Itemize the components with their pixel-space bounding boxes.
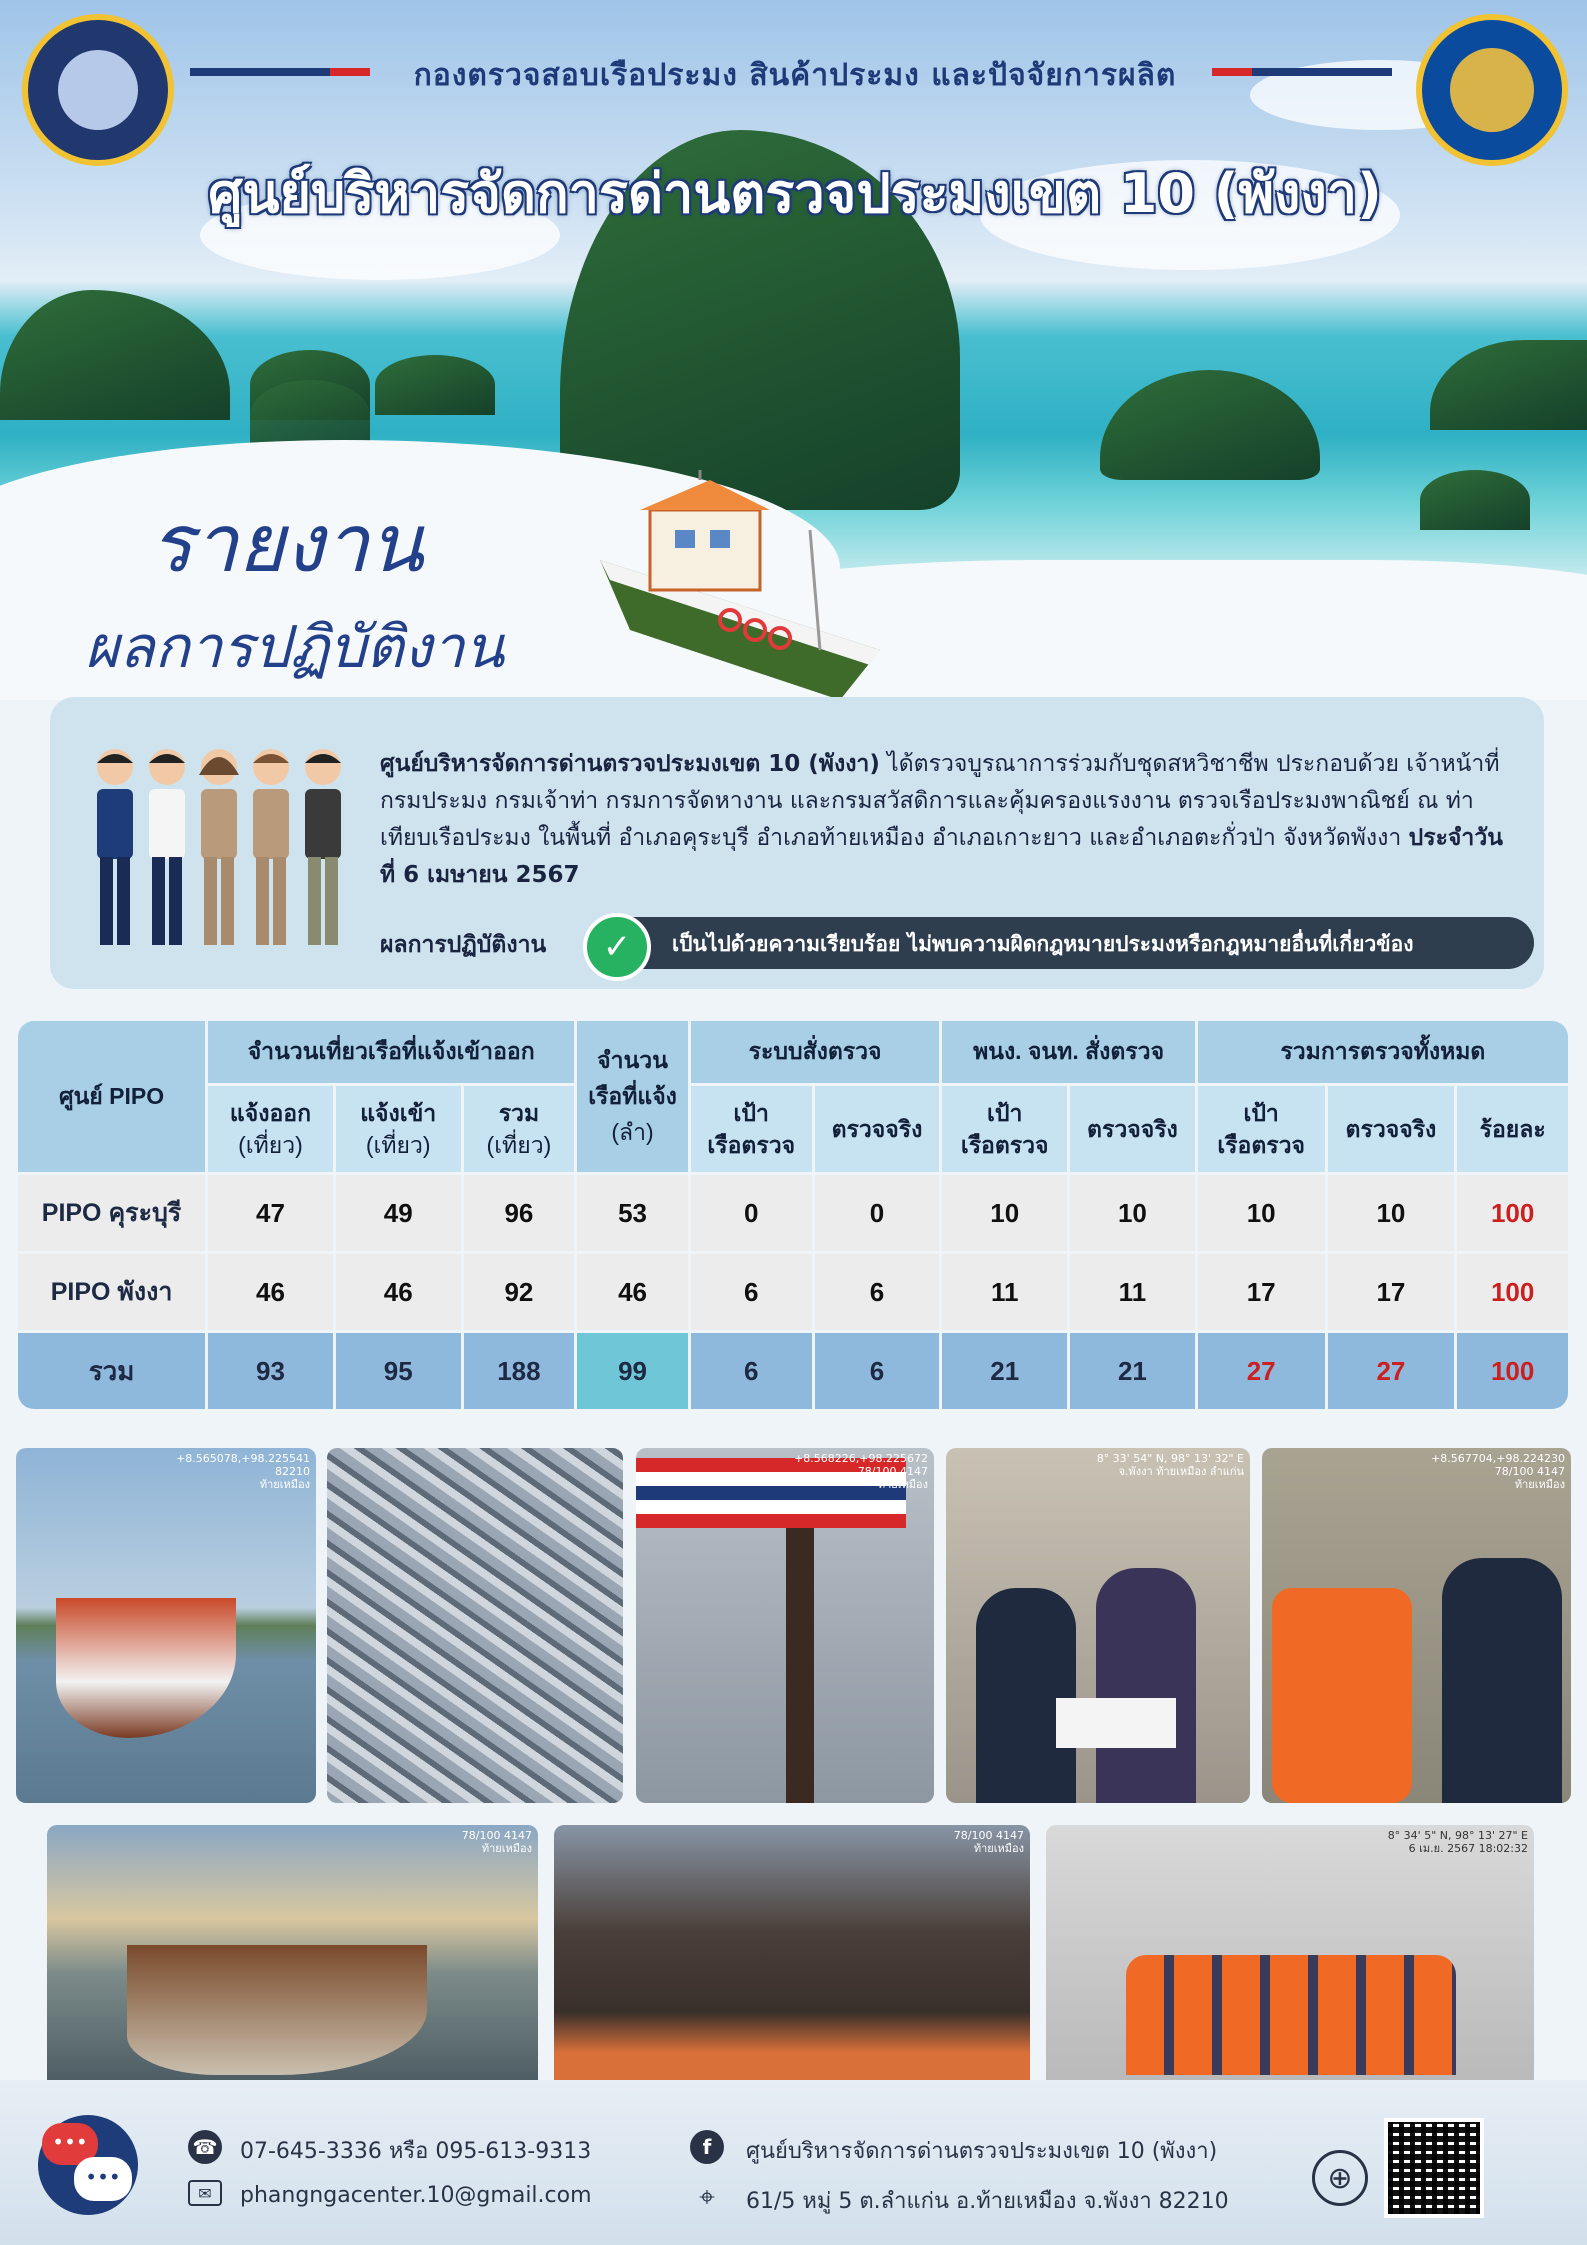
officer-actual-header: ตรวจจริง [1070,1086,1195,1172]
table-row [18,1254,1568,1330]
logo-emblem [1450,48,1534,132]
cell-sys-actual: 0 [815,1175,940,1251]
result-label: ผลการปฏิบัติงาน [380,932,547,958]
report-subtitle: ผลการปฏิบัติงาน [85,613,505,681]
officer-group-header: พนง. จนท. สั่งตรวจ [942,1021,1194,1083]
mast [786,1528,814,1803]
crew-figures [1126,1955,1456,2075]
row-name: PIPO คุระบุรี [18,1175,205,1251]
total-percent: 100 [1457,1333,1568,1409]
documents [1056,1698,1176,1748]
cell-off-target: 11 [942,1254,1067,1330]
total-actual-header: ตรวจจริง [1328,1086,1455,1172]
photo-fishing-boat-sea [16,1448,316,1803]
photo-officers-documents [946,1448,1250,1803]
official-figure [97,749,133,945]
target-label: เป้า [1243,1100,1279,1126]
boat-shape [127,1945,427,2075]
cell-off-target: 10 [942,1175,1067,1251]
fishing-boat-illustration [590,470,890,710]
boat-shape [56,1598,236,1738]
fishery-inspection-logo [22,14,174,166]
phone-icon: ☎ [188,2130,222,2164]
photo-tag: 8° 34' 5" N, 98° 13' 27" E 6 เม.ย. 2567 18:02:32 [1387,1829,1528,1855]
sum-header-label: รวม [498,1100,540,1126]
email-icon: ✉ [188,2180,222,2206]
cell-in: 46 [336,1254,461,1330]
cell-sum: 96 [464,1175,575,1251]
photo-crew-group [1046,1825,1534,2093]
island [375,355,495,415]
contact-address: 61/5 หมู่ 5 ต.ลำแก่น อ.ท้ายเหมือง จ.พังงา 82210 [746,2189,1229,2214]
summary-text [380,746,1510,894]
contact-email[interactable]: phangngacenter.10@gmail.com [240,2183,592,2208]
photo-tag: 78/100 4147 ท้ายเหมือง [461,1829,532,1855]
location-pin-icon: ⌖ [699,2180,715,2213]
total-tot-actual: 27 [1328,1333,1455,1409]
photo-boat-at-pier [47,1825,538,2093]
cell-out: 47 [208,1175,333,1251]
total-sys-target: 6 [691,1333,812,1409]
total-group-header: รวมการตรวจทั้งหมด [1198,1021,1568,1083]
inspection-table [15,1018,1571,1412]
photo-life-jackets [1262,1448,1571,1803]
system-actual-header: ตรวจจริง [815,1086,940,1172]
total-off-target: 21 [942,1333,1067,1409]
sum-header [464,1086,575,1172]
photo-tag: 8° 33' 54" N, 98° 13' 32" E จ.พังงา ท้ายเหมือง ลำแก่น [1096,1452,1244,1478]
cell-sum: 92 [464,1254,575,1330]
division-title: กองตรวจสอบเรือประมง สินค้าประมง และปัจจัยการผลิต [413,58,1177,93]
cell-tot-actual: 17 [1328,1254,1455,1330]
report-date: ประจำวันที่ 6 เมษายน 2567 [380,825,1503,888]
table-row [18,1175,1568,1251]
island [1100,370,1320,480]
chat-icon: ••• ••• [38,2115,138,2215]
cell-percent: 100 [1457,1175,1568,1251]
total-off-actual: 21 [1070,1333,1195,1409]
globe-icon[interactable]: ⊕ [1312,2150,1368,2206]
trip-unit: (เที่ยว) [486,1132,552,1158]
photo-tag: +8.567704,+98.224230 78/100 4147 ท้ายเหมือง [1431,1452,1565,1491]
cell-sys-target: 6 [691,1254,812,1330]
photo-flag-mast [636,1448,934,1803]
percent-header: ร้อยละ [1457,1086,1568,1172]
target-label-2: เรือตรวจ [707,1132,796,1158]
target-label-2: เรือตรวจ [1217,1132,1306,1158]
logo-emblem [58,50,138,130]
target-label: เป้า [733,1100,769,1126]
total-target-header [1198,1086,1325,1172]
cell-off-actual: 10 [1070,1175,1195,1251]
trips-group-header: จำนวนเที่ยวเรือที่แจ้งเข้าออก [208,1021,574,1083]
trip-unit: (เที่ยว) [365,1132,431,1158]
total-tot-target: 27 [1198,1333,1325,1409]
cell-percent: 100 [1457,1254,1568,1330]
stripe [190,68,330,76]
cell-tot-target: 10 [1198,1175,1325,1251]
cell-sys-actual: 6 [815,1254,940,1330]
total-out: 93 [208,1333,333,1409]
row-name: PIPO พังงา [18,1254,205,1330]
target-label: เป้า [987,1100,1023,1126]
department-of-fisheries-logo [1416,14,1568,166]
org-name: ศูนย์บริหารจัดการด่านตรวจประมงเขต 10 (พังงา) [380,751,880,777]
officer-figure [1442,1558,1562,1803]
photo-fishing-net [554,1825,1030,2093]
island [1420,470,1530,530]
cell-sys-target: 0 [691,1175,812,1251]
pipo-center-header: ศูนย์ PIPO [18,1021,205,1172]
photo-tag: +8.565078,+98.225541 82210 ท้ายเหมือง [176,1452,310,1491]
report-title: รายงาน [150,497,424,590]
facebook-icon: f [690,2130,724,2164]
island [1430,340,1587,430]
system-group-header: ระบบสั่งตรวจ [691,1021,939,1083]
in-header [336,1086,461,1172]
check-icon: ✓ [583,913,651,981]
cell-out: 46 [208,1254,333,1330]
cell-tot-target: 17 [1198,1254,1325,1330]
photo-tag: +8.568226,+98.225672 78/100 4147 ท้ายเหมือง [794,1452,928,1491]
cell-tot-actual: 10 [1328,1175,1455,1251]
total-in: 95 [336,1333,461,1409]
cell-boats: 53 [577,1175,688,1251]
photo-tag: 78/100 4147 ท้ายเหมือง [953,1829,1024,1855]
photo-fish-catch [327,1448,623,1803]
cell-off-actual: 11 [1070,1254,1195,1330]
page-title: ศูนย์บริหารจัดการด่านตรวจประมงเขต 10 (พังงา) [208,162,1382,225]
boats-header-line1: จำนวน [597,1046,668,1073]
cell-in: 49 [336,1175,461,1251]
stripe [330,68,370,76]
boats-header [577,1021,688,1172]
trip-unit: (เที่ยว) [238,1132,303,1158]
total-sum: 188 [464,1333,575,1409]
boats-header-line2: เรือที่แจ้ง [588,1082,677,1109]
out-header [208,1086,333,1172]
qr-code[interactable] [1384,2118,1484,2218]
out-header-label: แจ้งออก [229,1100,312,1126]
officials-illustration [85,745,355,955]
total-boats: 99 [577,1333,688,1409]
system-target-header [691,1086,812,1172]
facebook-page[interactable]: ศูนย์บริหารจัดการด่านตรวจประมงเขต 10 (พังงา) [746,2139,1218,2164]
officer-figure [1096,1568,1196,1803]
total-sys-actual: 6 [815,1333,940,1409]
in-header-label: แจ้งเข้า [360,1100,437,1126]
total-row [18,1333,1568,1409]
target-label-2: เรือตรวจ [960,1132,1049,1158]
result-text: เป็นไปด้วยความเรียบร้อย ไม่พบความผิดกฎหมายประมงหรือกฎหมายอื่นที่เกี่ยวข้อง [672,932,1414,956]
life-jacket [1272,1588,1412,1803]
boats-unit: (ลำ) [611,1118,654,1145]
summary-body: ได้ตรวจบูรณาการร่วมกับชุดสหวิชาชีพ ประกอบด้วย เจ้าหน้าที่กรมประมง กรมเจ้าท่า กรมการจัดหางาน และกรมสวัสดิการและคุ้มครองแรงงาน ตรวจเรือประมงพาณิชย์ ณ ท่าเทียบเรือประมง ในพื้นที่ อำเภอคุระบุรี อำเภอท้ายเหมือง อำเภอเกาะยาว และอำเภอตะกั่วป่า จังหวัดพังงา [380,751,1500,851]
cell-boats: 46 [577,1254,688,1330]
officer-target-header [942,1086,1067,1172]
total-row-name: รวม [18,1333,205,1409]
officer-figure [976,1588,1076,1803]
island [0,290,230,420]
stripe [1252,68,1392,76]
contact-phone[interactable]: 07-645-3336 หรือ 095-613-9313 [240,2139,592,2164]
